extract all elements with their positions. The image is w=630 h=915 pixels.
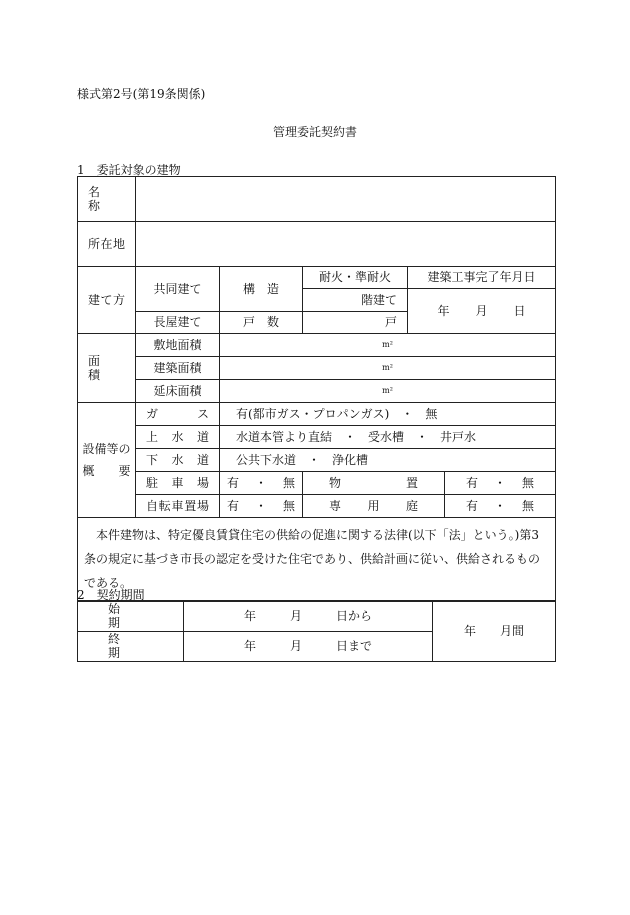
parking-dot: ・ bbox=[254, 475, 267, 490]
site-area-cell[interactable]: m² bbox=[220, 334, 556, 357]
table-row bbox=[78, 267, 556, 289]
fireproof-option[interactable]: 耐火・準耐火 bbox=[303, 267, 408, 289]
garden-value[interactable] bbox=[445, 495, 556, 518]
completion-date-cell[interactable] bbox=[408, 289, 556, 334]
sewer-value[interactable]: 公共下水道 ・ 浄化槽 bbox=[220, 449, 556, 472]
table-row bbox=[78, 334, 556, 357]
parking-label: 駐 車 場 bbox=[136, 472, 220, 495]
table-row bbox=[78, 403, 556, 426]
total-period-cell[interactable] bbox=[433, 602, 556, 662]
gas-value[interactable]: 有(都市ガス・プロパンガス) ・ 無 bbox=[220, 403, 556, 426]
name-field[interactable] bbox=[136, 177, 556, 222]
start-year: 年 bbox=[243, 609, 256, 624]
bicycle-label: 自転車置場 bbox=[136, 495, 220, 518]
total-year: 年 bbox=[463, 624, 476, 639]
start-month: 月 bbox=[289, 609, 302, 624]
completion-month: 月 bbox=[475, 303, 488, 318]
table-row bbox=[78, 177, 556, 222]
form-number-label: 様式第2号(第19条関係) bbox=[77, 87, 206, 101]
end-label: 終 期 bbox=[78, 631, 184, 661]
bicycle-yes: 有 bbox=[226, 498, 239, 513]
storage-label: 物 置 bbox=[303, 472, 445, 495]
completion-year: 年 bbox=[437, 303, 450, 318]
table-row bbox=[78, 472, 556, 495]
end-day: 日まで bbox=[336, 638, 373, 653]
area-label: 面 積 bbox=[78, 334, 136, 403]
storage-value[interactable] bbox=[445, 472, 556, 495]
joint-option[interactable]: 共同建て bbox=[136, 267, 220, 312]
bicycle-value[interactable] bbox=[220, 495, 303, 518]
table-row bbox=[78, 602, 556, 632]
table-row bbox=[78, 518, 556, 601]
table-row bbox=[78, 426, 556, 449]
water-label: 上 水 道 bbox=[136, 426, 220, 449]
facilities-label-line1: 設備等の bbox=[82, 442, 131, 456]
completion-label: 建築工事完了年月日 bbox=[408, 267, 556, 289]
floor-area-label: 延床面積 bbox=[136, 380, 220, 403]
facilities-label-line2: 概 要 bbox=[82, 464, 131, 478]
garden-dot: ・ bbox=[494, 498, 507, 513]
parking-no: 無 bbox=[283, 475, 296, 490]
bicycle-no: 無 bbox=[283, 498, 296, 513]
build-type-label: 建て方 bbox=[78, 267, 136, 334]
building-area-label: 建築面積 bbox=[136, 357, 220, 380]
end-date-cell[interactable] bbox=[184, 631, 433, 661]
start-day: 日から bbox=[336, 609, 373, 624]
name-label: 名 称 bbox=[78, 177, 136, 222]
document-title: 管理委託契約書 bbox=[272, 125, 357, 139]
start-date-cell[interactable] bbox=[184, 602, 433, 632]
table-row bbox=[78, 380, 556, 403]
table-row bbox=[78, 449, 556, 472]
notice-text: 本件建物は、特定優良賃貸住宅の供給の促進に関する法律(以下「法」という。)第3条の規定に基づき市長の認定を受けた住宅であり、供給計画に従い、供給されるものである。 bbox=[78, 518, 556, 601]
parking-value[interactable] bbox=[220, 472, 303, 495]
building-table bbox=[77, 176, 556, 601]
floor-area-cell[interactable]: m² bbox=[220, 380, 556, 403]
location-label: 所在地 bbox=[78, 222, 136, 267]
sewer-label: 下 水 道 bbox=[136, 449, 220, 472]
storage-dot: ・ bbox=[494, 475, 507, 490]
structure-label: 構 造 bbox=[220, 267, 303, 312]
water-value[interactable]: 水道本管より直結 ・ 受水槽 ・ 井戸水 bbox=[220, 426, 556, 449]
end-month: 月 bbox=[289, 638, 302, 653]
location-field[interactable] bbox=[136, 222, 556, 267]
completion-day: 日 bbox=[513, 303, 526, 318]
table-row bbox=[78, 495, 556, 518]
row-house-option[interactable]: 長屋建て bbox=[136, 312, 220, 334]
end-year: 年 bbox=[243, 638, 256, 653]
garden-label: 専 用 庭 bbox=[303, 495, 445, 518]
section-1-heading: 1 委託対象の建物 bbox=[77, 163, 181, 177]
stories-cell[interactable]: 階建て bbox=[303, 289, 408, 312]
storage-yes: 有 bbox=[466, 475, 479, 490]
table-row bbox=[78, 357, 556, 380]
table-row bbox=[78, 222, 556, 267]
garden-yes: 有 bbox=[466, 498, 479, 513]
total-months: 月間 bbox=[500, 624, 525, 639]
gas-label: ガ ス bbox=[136, 403, 220, 426]
contract-period-table bbox=[77, 601, 556, 662]
units-cell[interactable]: 戸 bbox=[303, 312, 408, 334]
parking-yes: 有 bbox=[226, 475, 239, 490]
storage-no: 無 bbox=[522, 475, 535, 490]
garden-no: 無 bbox=[522, 498, 535, 513]
facilities-label bbox=[78, 403, 136, 518]
site-area-label: 敷地面積 bbox=[136, 334, 220, 357]
start-label: 始 期 bbox=[78, 602, 184, 632]
bicycle-dot: ・ bbox=[254, 498, 267, 513]
units-label: 戸 数 bbox=[220, 312, 303, 334]
section-2-heading: 2 契約期間 bbox=[77, 588, 145, 602]
building-area-cell[interactable]: m² bbox=[220, 357, 556, 380]
